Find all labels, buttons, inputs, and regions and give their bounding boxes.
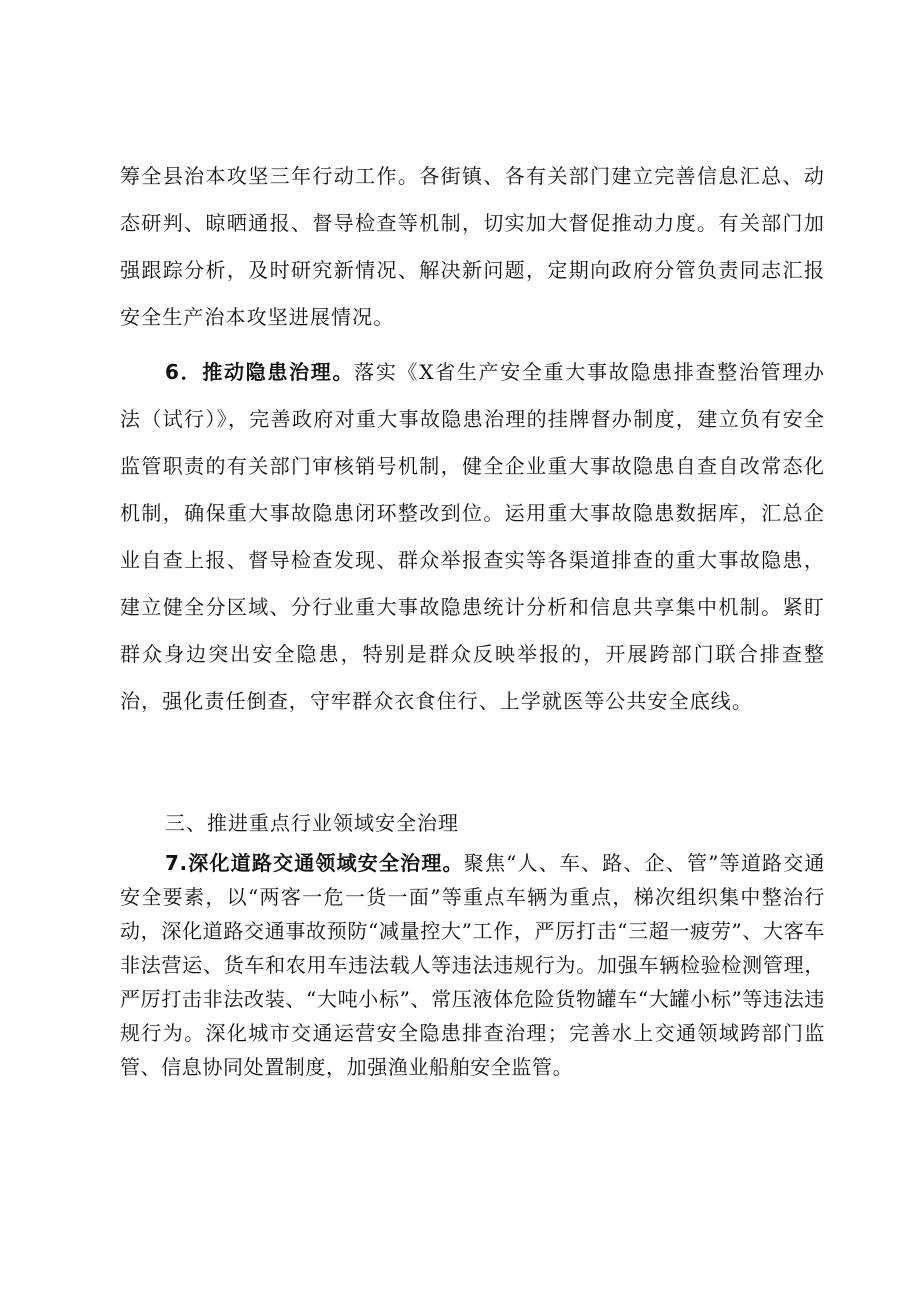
item-6-lead: 6．推动隐患治理。 — [165, 360, 355, 384]
paragraph-continuation: 筹全县治本攻坚三年行动工作。各街镇、各有关部门建立完善信息汇总、动态研判、晾晒通报、督导检查等机制，切实加大督促推动力度。有关部门加强跟踪分析，及时研究新情况、解决新问题，定期向政府分管负责同志汇报安全生产治本攻坚进展情况。 — [120, 164, 825, 329]
item-7-body: 聚焦“人、车、路、企、管”等道路交通安全要素，以“两客一危一货一面”等重点车辆为重点，梯次组织集中整治行动，深化道路交通事故预防“减量控大”工作，严厉打击“三超一疲劳”、大客车非法营运、货车和农用车违法载人等违法违规行为。加强车辆检验检测管理，严厉打击非法改装、“大吨小标”、常压液体危险货物罐车“大罐小标”等违法违规行为。深化城市交通运营安全隐患排查治理；完善水上交通领域跨部门监管、信息协同处置制度，加强渔业船舶安全监管。 — [120, 851, 825, 1079]
section-3-heading: 三、推进重点行业领域安全治理 — [165, 811, 459, 835]
item-7-paragraph — [120, 846, 825, 1084]
item-6-body: 落实《X省生产安全重大事故隐患排查整治管理办法（试行）》，完善政府对重大事故隐患治理的挂牌督办制度，建立负有安全监管职责的有关部门审核销号机制，健全企业重大事故隐患自查自改常态化机制，确保重大事故隐患闭环整改到位。运用重大事故隐患数据库，汇总企业自查上报、督导检查发现、群众举报查实等各渠道排查的重大事故隐患，建立健全分区域、分行业重大事故隐患统计分析和信息共享集中机制。紧盯群众身边突出安全隐患，特别是群众反映举报的，开展跨部门联合排查整治，强化责任倒查，守牢群众衣食住行、上学就医等公共安全底线。 — [120, 360, 825, 713]
item-7-lead: 7.深化道路交通领域安全治理。 — [165, 851, 464, 875]
item-6-paragraph — [120, 349, 825, 725]
